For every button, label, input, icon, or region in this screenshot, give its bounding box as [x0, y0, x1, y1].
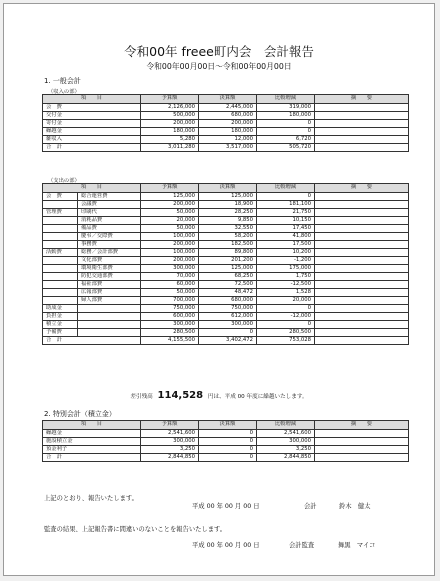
remarks-cell: [315, 289, 409, 297]
table-row: [43, 297, 409, 305]
income-table: [42, 94, 409, 152]
total-budget: 2,844,850: [141, 454, 199, 462]
category-cell: 予備費: [43, 329, 78, 337]
balance-note: 円は、平成 00 年度に繰越いたします。: [207, 394, 308, 400]
category-cell: [43, 257, 78, 265]
remarks-cell: [315, 233, 409, 241]
budget-cell: 3,250: [141, 446, 199, 454]
table-row: [43, 217, 409, 225]
diff-cell: 0: [257, 128, 315, 136]
table-row: [43, 273, 409, 281]
total-actual: 0: [199, 454, 257, 462]
category-cell: [43, 273, 78, 281]
actual-cell: 48,472: [199, 289, 257, 297]
remarks-cell: [315, 281, 409, 289]
table-row: [43, 321, 409, 329]
table-row: [43, 313, 409, 321]
actual-cell: 0: [199, 430, 257, 438]
diff-cell: 175,000: [257, 265, 315, 273]
remarks-cell: [315, 265, 409, 273]
item-cell: 消耗品費: [78, 217, 141, 225]
diff-cell: 181,100: [257, 201, 315, 209]
item-cell: 会 費: [43, 104, 141, 112]
category-cell: [43, 289, 78, 297]
remarks-cell: [315, 249, 409, 257]
actual-cell: 0: [199, 446, 257, 454]
table-row: [43, 329, 409, 337]
table-row: [43, 104, 409, 112]
item-cell: [78, 329, 141, 337]
diff-cell: 0: [257, 120, 315, 128]
diff-cell: 41,800: [257, 233, 315, 241]
item-cell: 繰越金: [43, 128, 141, 136]
table-row: [43, 136, 409, 144]
table-row: [43, 201, 409, 209]
category-cell: [43, 201, 78, 209]
budget-cell: 750,000: [141, 305, 199, 313]
remarks-cell: [315, 329, 409, 337]
category-cell: [43, 233, 78, 241]
diff-cell: 17,450: [257, 225, 315, 233]
header-diff: 比較増減: [257, 184, 315, 193]
actual-cell: 125,000: [199, 193, 257, 201]
actual-cell: 0: [199, 329, 257, 337]
actual-cell: 612,000: [199, 313, 257, 321]
report-period: 令和00年00月00日～令和00年00月00日: [146, 62, 292, 71]
item-cell: [78, 305, 141, 313]
category-cell: [43, 281, 78, 289]
special-table: [42, 420, 409, 462]
category-cell: [43, 217, 78, 225]
budget-cell: 70,000: [141, 273, 199, 281]
total-label: 合 計: [43, 337, 141, 345]
header-budget: 予算額: [141, 95, 199, 104]
expense-table: [42, 183, 409, 345]
diff-cell: -12,000: [257, 313, 315, 321]
diff-cell: 300,000: [257, 438, 315, 446]
remarks-cell: [315, 209, 409, 217]
diff-cell: 0: [257, 321, 315, 329]
item-cell: 施設積立金: [43, 438, 141, 446]
category-cell: 負担金: [43, 313, 78, 321]
diff-cell: 180,000: [257, 112, 315, 120]
total-remarks: [315, 454, 409, 462]
header-actual: 決算額: [199, 95, 257, 104]
budget-cell: 300,000: [141, 438, 199, 446]
budget-cell: 50,000: [141, 209, 199, 217]
table-row: [43, 112, 409, 120]
category-cell: [43, 241, 78, 249]
total-actual: 3,517,000: [199, 144, 257, 152]
header-item: 項 目: [43, 421, 141, 430]
actual-cell: 58,200: [199, 233, 257, 241]
actual-cell: 68,250: [199, 273, 257, 281]
income-caption: （収入の部）: [48, 89, 80, 95]
actual-cell: 125,000: [199, 265, 257, 273]
header-diff: 比較増減: [257, 421, 315, 430]
actual-cell: 300,000: [199, 321, 257, 329]
budget-cell: 300,000: [141, 265, 199, 273]
diff-cell: -12,500: [257, 281, 315, 289]
item-cell: 総合運営費: [78, 193, 141, 201]
diff-cell: 1,528: [257, 289, 315, 297]
remarks-cell: [315, 112, 409, 120]
actual-cell: 680,000: [199, 297, 257, 305]
budget-cell: 200,000: [141, 201, 199, 209]
table-row: [43, 128, 409, 136]
item-cell: 総務／会計部費: [78, 249, 141, 257]
diff-cell: 10,150: [257, 217, 315, 225]
remarks-cell: [315, 128, 409, 136]
item-cell: 交付金: [43, 112, 141, 120]
table-row: [43, 265, 409, 273]
special-account-heading: 2. 特別会計（積立金）: [44, 410, 116, 418]
header-actual: 決算額: [199, 421, 257, 430]
budget-cell: 200,000: [141, 241, 199, 249]
table-row: [43, 241, 409, 249]
header-item: 項 目: [43, 184, 141, 193]
budget-cell: 100,000: [141, 233, 199, 241]
budget-cell: 200,000: [141, 257, 199, 265]
remarks-cell: [315, 225, 409, 233]
header-remarks: 摘 要: [315, 184, 409, 193]
actual-cell: 182,500: [199, 241, 257, 249]
item-cell: 福祉部費: [78, 281, 141, 289]
table-row: [43, 193, 409, 201]
budget-cell: 280,500: [141, 329, 199, 337]
item-cell: 会議費: [78, 201, 141, 209]
total-remarks: [315, 144, 409, 152]
budget-cell: 600,000: [141, 313, 199, 321]
actual-cell: 18,900: [199, 201, 257, 209]
table-header-row: [43, 184, 409, 193]
budget-cell: 200,000: [141, 120, 199, 128]
remarks-cell: [315, 430, 409, 438]
actual-cell: 32,550: [199, 225, 257, 233]
diff-cell: 17,500: [257, 241, 315, 249]
budget-cell: 2,126,000: [141, 104, 199, 112]
table-row: [43, 233, 409, 241]
remarks-cell: [315, 201, 409, 209]
category-cell: [43, 225, 78, 233]
item-cell: 寄付金: [43, 120, 141, 128]
remarks-cell: [315, 446, 409, 454]
actual-cell: 2,445,000: [199, 104, 257, 112]
item-cell: 繰越金: [43, 430, 141, 438]
item-cell: 事務費: [78, 241, 141, 249]
table-row: [43, 281, 409, 289]
balance-label: 差引残高: [130, 394, 153, 400]
report-statement: 上記のとおり、報告いたします。: [44, 495, 138, 502]
actual-cell: 201,200: [199, 257, 257, 265]
budget-cell: 50,000: [141, 289, 199, 297]
diff-cell: 3,250: [257, 446, 315, 454]
general-account-heading: 1. 一般会計: [44, 77, 81, 85]
actual-cell: 28,250: [199, 209, 257, 217]
diff-cell: 6,720: [257, 136, 315, 144]
actual-cell: 9,850: [199, 217, 257, 225]
remarks-cell: [315, 193, 409, 201]
header-diff: 比較増減: [257, 95, 315, 104]
diff-cell: 10,200: [257, 249, 315, 257]
budget-cell: 5,280: [141, 136, 199, 144]
report-role: 会計: [304, 503, 317, 510]
audit-name: 舞黒 マイコ: [338, 542, 376, 549]
total-actual: 3,402,472: [199, 337, 257, 345]
remarks-cell: [315, 297, 409, 305]
category-cell: 活動費: [43, 249, 78, 257]
item-cell: 雑収入: [43, 136, 141, 144]
budget-cell: 100,000: [141, 249, 199, 257]
diff-cell: 20,000: [257, 297, 315, 305]
balance-amount: 114,528: [157, 390, 204, 401]
total-diff: 505,720: [257, 144, 315, 152]
item-cell: 防犯交通部費: [78, 273, 141, 281]
table-row: [43, 249, 409, 257]
table-row: [43, 446, 409, 454]
actual-cell: 180,000: [199, 128, 257, 136]
audit-role: 会計監査: [289, 542, 315, 549]
diff-cell: 0: [257, 305, 315, 313]
remarks-cell: [315, 305, 409, 313]
item-cell: 慶弔／交際費: [78, 233, 141, 241]
total-row: [43, 337, 409, 345]
remarks-cell: [315, 438, 409, 446]
report-sheet: [3, 3, 435, 576]
budget-cell: 180,000: [141, 128, 199, 136]
audit-date: 平成 00 年 00 月 00 日: [192, 542, 260, 549]
item-cell: 広報部費: [78, 289, 141, 297]
budget-cell: 500,000: [141, 112, 199, 120]
header-remarks: 摘 要: [315, 95, 409, 104]
budget-cell: 20,000: [141, 217, 199, 225]
item-cell: 印刷代: [78, 209, 141, 217]
actual-cell: 12,000: [199, 136, 257, 144]
remarks-cell: [315, 321, 409, 329]
item-cell: [78, 321, 141, 329]
actual-cell: 680,000: [199, 112, 257, 120]
budget-cell: 700,000: [141, 297, 199, 305]
diff-cell: 0: [257, 193, 315, 201]
diff-cell: 1,750: [257, 273, 315, 281]
category-cell: [43, 265, 78, 273]
remarks-cell: [315, 104, 409, 112]
item-cell: 備品費: [78, 225, 141, 233]
total-row: [43, 454, 409, 462]
item-cell: 環境衛生部費: [78, 265, 141, 273]
header-actual: 決算額: [199, 184, 257, 193]
diff-cell: 2,541,600: [257, 430, 315, 438]
actual-cell: 72,500: [199, 281, 257, 289]
remarks-cell: [315, 241, 409, 249]
budget-cell: 2,541,600: [141, 430, 199, 438]
remarks-cell: [315, 273, 409, 281]
table-row: [43, 120, 409, 128]
table-row: [43, 289, 409, 297]
table-row: [43, 257, 409, 265]
total-label: 合 計: [43, 454, 141, 462]
diff-cell: 21,750: [257, 209, 315, 217]
remarks-cell: [315, 136, 409, 144]
total-diff: 2,844,850: [257, 454, 315, 462]
item-cell: 預金利子: [43, 446, 141, 454]
budget-cell: 125,000: [141, 193, 199, 201]
report-date: 平成 00 年 00 月 00 日: [192, 503, 260, 510]
budget-cell: 50,000: [141, 225, 199, 233]
item-cell: 婦人部費: [78, 297, 141, 305]
category-cell: 管理費: [43, 209, 78, 217]
table-row: [43, 305, 409, 313]
table-header-row: [43, 95, 409, 104]
table-row: [43, 438, 409, 446]
expense-caption: （支出の部）: [48, 178, 80, 184]
actual-cell: 200,000: [199, 120, 257, 128]
diff-cell: 319,000: [257, 104, 315, 112]
audit-statement: 監査の結果、上記報告書に間違いのないことを報告いたします。: [44, 526, 227, 533]
category-cell: 積立金: [43, 321, 78, 329]
remarks-cell: [315, 120, 409, 128]
remarks-cell: [315, 217, 409, 225]
header-budget: 予算額: [141, 421, 199, 430]
diff-cell: 280,500: [257, 329, 315, 337]
total-row: [43, 144, 409, 152]
header-item: 項 目: [43, 95, 141, 104]
actual-cell: 0: [199, 438, 257, 446]
actual-cell: 750,000: [199, 305, 257, 313]
balance-line: [4, 390, 434, 401]
category-cell: 助成金: [43, 305, 78, 313]
report-title: 令和00年 freee町内会 会計報告: [124, 44, 314, 59]
total-budget: 4,155,500: [141, 337, 199, 345]
table-row: [43, 225, 409, 233]
total-budget: 3,011,280: [141, 144, 199, 152]
table-header-row: [43, 421, 409, 430]
actual-cell: 89,800: [199, 249, 257, 257]
budget-cell: 300,000: [141, 321, 199, 329]
total-diff: 753,028: [257, 337, 315, 345]
remarks-cell: [315, 257, 409, 265]
table-row: [43, 209, 409, 217]
item-cell: [78, 313, 141, 321]
budget-cell: 60,000: [141, 281, 199, 289]
table-row: [43, 430, 409, 438]
item-cell: 文化部費: [78, 257, 141, 265]
category-cell: 会 費: [43, 193, 78, 201]
header-budget: 予算額: [141, 184, 199, 193]
report-name: 鈴木 健太: [339, 503, 371, 510]
diff-cell: -1,200: [257, 257, 315, 265]
remarks-cell: [315, 313, 409, 321]
category-cell: [43, 297, 78, 305]
total-label: 合 計: [43, 144, 141, 152]
header-remarks: 摘 要: [315, 421, 409, 430]
total-remarks: [315, 337, 409, 345]
